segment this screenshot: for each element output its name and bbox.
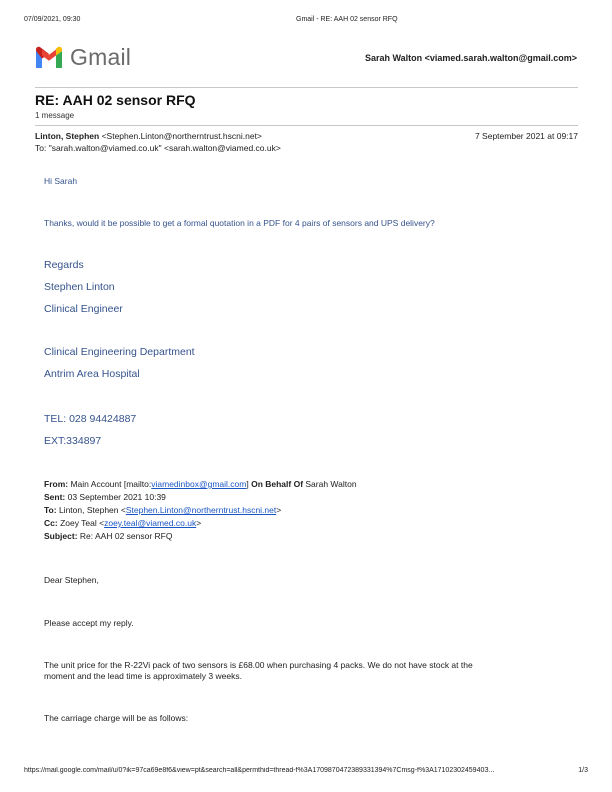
quoted-cc-label: Cc:: [44, 518, 58, 528]
quoted-subject-label: Subject:: [44, 531, 78, 541]
quoted-to-link[interactable]: Stephen.Linton@northerntrust.hscni.net: [125, 505, 277, 515]
quoted-subject: [44, 531, 172, 541]
quoted-sent: [44, 492, 166, 502]
signature-regards: Regards: [44, 259, 84, 271]
signature-tel: TEL: 028 94424887: [44, 413, 137, 425]
quoted-sent-value: 03 September 2021 10:39: [65, 492, 166, 502]
quoted-carriage: The carriage charge will be as follows:: [44, 713, 189, 723]
quoted-from-label: From:: [44, 479, 69, 489]
signature-role: Clinical Engineer: [44, 303, 123, 315]
sender-name: Linton, Stephen: [35, 131, 100, 141]
quoted-from-pre: Main Account [mailto:: [68, 479, 152, 489]
signature-department: Clinical Engineering Department: [44, 346, 195, 358]
account-identity: Sarah Walton <viamed.sarah.walton@gmail.com>: [364, 53, 577, 63]
gmail-logo[interactable]: [34, 44, 131, 71]
quoted-to-label: To:: [44, 505, 57, 515]
quoted-cc-pre: Zoey Teal <: [57, 518, 105, 528]
signature-name: Stephen Linton: [44, 281, 115, 293]
message-date: 7 September 2021 at 09:17: [474, 131, 578, 141]
signature-site: Antrim Area Hospital: [44, 368, 140, 380]
quoted-to: [44, 505, 281, 515]
quoted-behalf-name: Sarah Walton: [303, 479, 357, 489]
print-page-title: Gmail - RE: AAH 02 sensor RFQ: [296, 16, 398, 23]
quoted-to-pre: Linton, Stephen <: [56, 505, 126, 515]
gmail-wordmark: Gmail: [70, 44, 132, 70]
quoted-to-post: >: [276, 505, 282, 515]
quoted-cc: [44, 518, 201, 528]
message-divider: [35, 125, 578, 126]
print-datetime: 07/09/2021, 09:30: [24, 16, 81, 23]
request-text: Thanks, would it be possible to get a formal quotation in a PDF for 4 pairs of sensors and UPS delivery?: [44, 218, 435, 228]
quoted-cc-post: >: [196, 518, 202, 528]
quoted-accept: Please accept my reply.: [44, 618, 134, 628]
quoted-from-post: ]: [246, 479, 252, 489]
gmail-m-icon: [34, 46, 64, 69]
greeting: Hi Sarah: [44, 176, 78, 186]
sender-email[interactable]: <Stephen.Linton@northerntrust.hscni.net>: [99, 131, 262, 141]
quoted-from-link[interactable]: viamedinbox@gmail.com: [151, 479, 247, 489]
quoted-price-line-2: moment and the lead time is approximately 3 weeks.: [44, 671, 242, 681]
sender-line: [35, 131, 262, 141]
quoted-salutation: Dear Stephen,: [44, 575, 99, 585]
thread-subject: RE: AAH 02 sensor RFQ: [35, 92, 196, 108]
message-count: 1 message: [35, 111, 75, 120]
print-footer-url: https://mail.google.com/mail/u/0?ik=97ca69e8f6&view=pt&search=all&permthid=thread-f%3A1709870472389331394%7Cmsg-f%3A1710230245940З...: [24, 767, 495, 774]
quoted-sent-label: Sent:: [44, 492, 66, 502]
quoted-from: [44, 479, 357, 489]
quoted-cc-link[interactable]: zoey.teal@viamed.co.uk: [104, 518, 197, 528]
signature-ext: EXT:334897: [44, 435, 102, 447]
print-page-number: 1/3: [578, 767, 588, 774]
recipient-line: To: "sarah.walton@viamed.co.uk" <sarah.walton@viamed.co.uk>: [35, 143, 281, 153]
header-divider: [35, 87, 578, 88]
quoted-behalf-label: On Behalf Of: [251, 479, 304, 489]
quoted-price-line-1: The unit price for the R-22Vi pack of two sensors is £68.00 when purchasing 4 packs. We do not have stock at the: [44, 660, 473, 670]
quoted-subject-value: Re: AAH 02 sensor RFQ: [77, 531, 173, 541]
